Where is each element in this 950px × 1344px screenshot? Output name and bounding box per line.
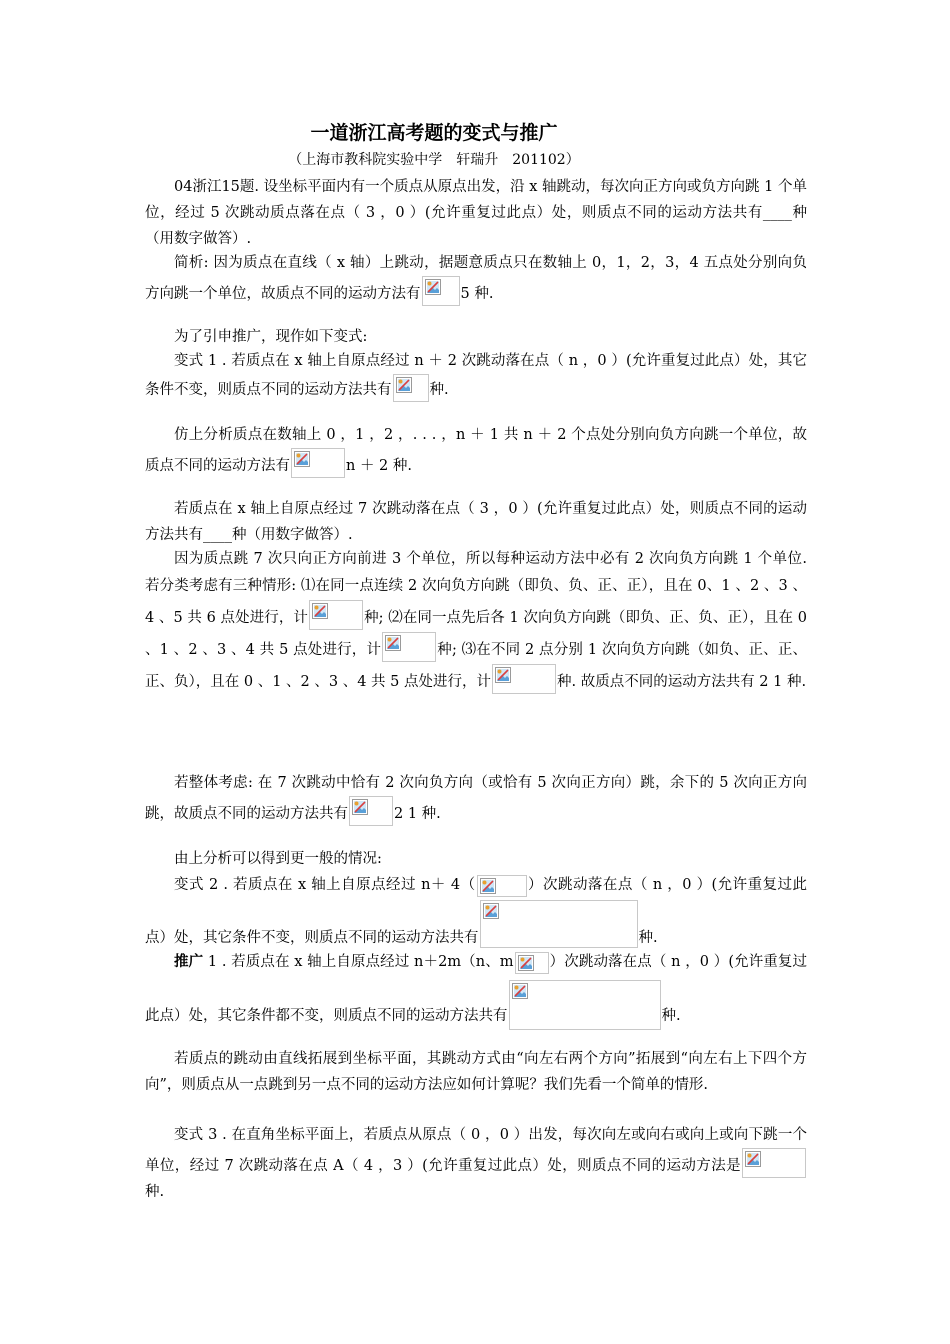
formula-image <box>480 900 638 948</box>
broken-image-icon <box>495 667 511 683</box>
paragraph-variant-3: 变式 3 . 在直角坐标平面上，若质点从原点（ 0 ，0 ）出发，每次向左或向右或向上或向下跳一个单位，经过 7 次跳动落在点 A（ 4 ，3 ）(允许重复过此点）处，则质点不同的运动方法是 种. <box>145 1127 807 1200</box>
broken-image-icon <box>512 983 528 999</box>
paragraph-analysis: 简析: 因为质点在直线（ x 轴）上跳动，据题意质点只在数轴上 0，1，2，3，4 五点处分别向负方向跳一个单位，故质点不同的运动方法有 5 种. <box>145 250 807 307</box>
broken-image-icon <box>385 635 401 651</box>
paragraph-case-analysis: 因为质点跳 7 次只向正方向前进 3 个单位，所以每种运动方法中必有 2 次向负方向跳 1 个单位. 若分类考虑有三种情形: ⑴在同一点连续 2 次向负方向跳（即负、负、正、正），且在 0、1 、2 、3 、4 、5 共 6 点处进行，计 种; ⑵在同一点先后各 1 次向负方向跳（即负、正、负、正），且在 0 、1 、2 、3 、4 共 5 点处进行，计 种; ⑶在不同 2 点分别 1 次向负方向跳（如负、正、正、正、负），且在 0 、1 、2 、3 、4 共 5 点处进行，计 种. 故质点不同的运动方法共有 2 1 种. <box>145 546 807 696</box>
broken-image-icon <box>518 955 534 971</box>
paragraph-general-intro: 由上分析可以得到更一般的情况: <box>174 851 382 867</box>
broken-image-icon <box>425 279 441 295</box>
formula-image <box>509 980 661 1030</box>
formula-image <box>515 952 549 974</box>
formula-image <box>291 448 345 478</box>
broken-image-icon <box>480 878 496 894</box>
paragraph-variant-1-analysis: 仿上分析质点在数轴上 0 ，1 ，2 ，. . . ，n ＋ 1 共 n ＋ 2 个点处分别向负方向跳一个单位，故质点不同的运动方法有 n ＋ 2 种. <box>145 422 807 479</box>
formula-image <box>422 276 460 306</box>
paragraph-generalization-1: 推广 1 . 若质点在 x 轴上自原点经过 n＋2m（n、m ）次跳动落在点（ n ，0 ）(允许重复过此点）处，其它条件都不变，则质点不同的运动方法共有 种. <box>145 944 807 1034</box>
paragraph-variant-2: 变式 2 . 若质点在 x 轴上自原点经过 n＋ 4（ ）次跳动落在点（ n ，0 ）(允许重复过此点）处，其它条件不变，则质点不同的运动方法共有 种. <box>145 877 808 946</box>
formula-image <box>309 600 363 630</box>
paragraph-intro: 为了引申推广，现作如下变式: <box>174 329 368 345</box>
formula-image <box>742 1148 806 1178</box>
paragraph-problem: 04浙江15题. 设坐标平面内有一个质点从原点出发，沿 x 轴跳动，每次向正方向或负方向跳 1 个单位，经过 5 次跳动质点落在点（ 3 ，0 ）(允许重复过此点）处，则质点不同的运动方法共有____种（用数字做答）. <box>145 179 807 247</box>
formula-image <box>393 374 429 402</box>
paragraph-overall: 若整体考虑: 在 7 次跳动中恰有 2 次向负方向（或恰有 5 次向正方向）跳，余下的 5 次向正方向跳，故质点不同的运动方法共有 2 1 种. <box>145 770 807 827</box>
formula-image <box>382 632 436 662</box>
paragraph-extension: 若质点的跳动由直线拓展到坐标平面，其跳动方式由“向左右两个方向”拓展到“向左右上下四个方向”，则质点从一点跳到另一点不同的运动方法应如何计算呢？我们先看一个简单的情形. <box>145 1051 807 1093</box>
formula-image <box>477 875 527 897</box>
broken-image-icon <box>396 377 412 393</box>
author-line: （上海市教科院实验中学 轩瑞升 201102） <box>288 152 580 168</box>
broken-image-icon <box>483 903 499 919</box>
page-title: 一道浙江高考题的变式与推广 <box>310 122 558 144</box>
broken-image-icon <box>352 799 368 815</box>
broken-image-icon <box>745 1151 761 1167</box>
paragraph-variant-1: 变式 1 . 若质点在 x 轴上自原点经过 n ＋ 2 次跳动落在点（ n ，0 ）(允许重复过此点）处，其它条件不变，则质点不同的运动方法共有 种. <box>145 348 807 403</box>
broken-image-icon <box>294 451 310 467</box>
broken-image-icon <box>312 603 328 619</box>
formula-image <box>349 796 393 826</box>
paragraph-seven-jumps: 若质点在 x 轴上自原点经过 7 次跳动落在点（ 3 ，0 ）(允许重复过此点）处，则质点不同的运动方法共有____种（用数字做答）. <box>145 501 807 543</box>
formula-image <box>492 664 556 694</box>
